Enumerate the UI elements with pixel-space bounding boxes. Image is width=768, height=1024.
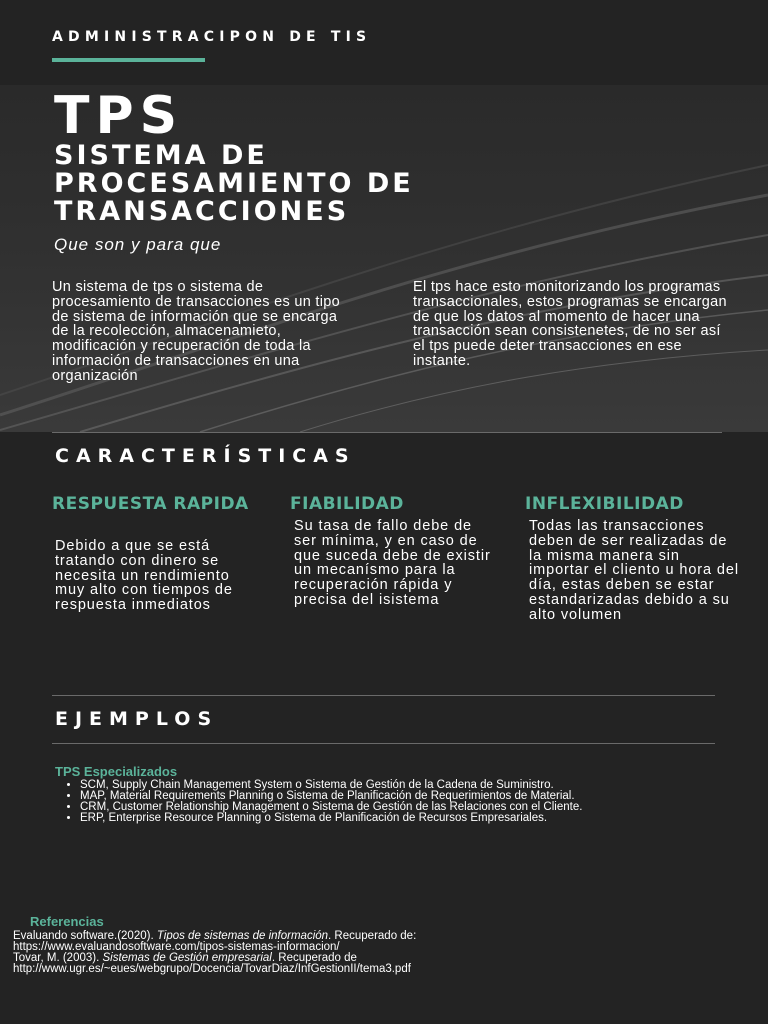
divider [52, 743, 715, 744]
intro-paragraph-left: Un sistema de tps o sistema de procesamiento de transacciones es un tipo de sistema de información que se encarga de la recolección, almacenamieto, modificación y recuperación de toda la información de transacciones en una organización [52, 279, 340, 384]
reference-text: . Recuperado de [271, 952, 357, 964]
divider [52, 432, 722, 433]
examples-heading: EJEMPLOS [55, 708, 219, 730]
hero-subtitle [54, 142, 414, 226]
divider [52, 695, 715, 696]
features-heading: CARACTERÍSTICAS [55, 445, 356, 467]
references-list [13, 931, 753, 975]
hero-subtitle-line: TRANSACCIONES [54, 196, 350, 227]
hero-acronym: TPS [54, 86, 184, 146]
reference-text: Tovar, M. (2003). [13, 952, 103, 964]
feature-title-inflexibility: INFLEXIBILIDAD [525, 494, 684, 514]
list-item: • ERP, Enterprise Resource Planning o Sistema de Planificación de Recursos Empresariales. [80, 813, 700, 824]
intro-paragraph-right: El tps hace esto monitorizando los programas transaccionales, estos programas se encargan de que los datos al momento de hacer una transacción sean consistenetes, de no ser así el tps puede deter transacciones en ese instante. [413, 279, 727, 369]
list-item: • MAP, Material Requirements Planning o Sistema de Planificación de Requerimientos de Material. [80, 791, 700, 802]
feature-body-inflexibility: Todas las transacciones deben de ser realizadas de la misma manera sin importar el cliento u hora del día, estas deben se estar estandarizadas debido a su alto volumen [529, 518, 739, 623]
list-item: • SCM, Supply Chain Management System o Sistema de Gestión de la Cadena de Suministro. [80, 780, 700, 791]
reference-title: Tipos de sistemas de información [156, 930, 329, 942]
reference-url[interactable]: http://www.ugr.es/~eues/webgrupo/Docencia/TovarDiaz/InfGestionII/tema3.pdf [13, 963, 411, 975]
reference-title: Sistemas de Gestión empresarial [102, 952, 272, 964]
reference-text: Evaluando software.(2020). [13, 930, 157, 942]
examples-list [63, 780, 700, 824]
feature-title-reliability: FIABILIDAD [290, 494, 404, 514]
list-item: • CRM, Customer Relationship Management o Sistema de Gestión de las Relaciones con el Cliente. [80, 802, 700, 813]
header-accent-rule [52, 58, 205, 62]
references-heading: Referencias [30, 914, 104, 929]
examples-subtitle: TPS Especializados [55, 764, 178, 779]
hero-subtitle-line: SISTEMA DE [54, 140, 268, 171]
reference-text: . Recuperado de: [328, 930, 417, 942]
reference-url[interactable]: https://www.evaluandosoftware.com/tipos-sistemas-informacion/ [13, 941, 340, 953]
header-title: ADMINISTRACIPON DE TIS [52, 29, 372, 45]
feature-body-reliability: Su tasa de fallo debe de ser mínima, y en caso de que suceda debe de existir un mecanísmo para la recuperación rápida y precisa del isistema [294, 518, 491, 608]
feature-body-response: Debido a que se está tratando con dinero se necesita un rendimiento muy alto con tiempos de respuesta inmediatos [55, 538, 233, 614]
hero-tagline: Que son y para que [54, 235, 222, 254]
feature-title-response: RESPUESTA RAPIDA [52, 494, 249, 514]
hero-subtitle-line: PROCESAMIENTO DE [54, 168, 414, 199]
